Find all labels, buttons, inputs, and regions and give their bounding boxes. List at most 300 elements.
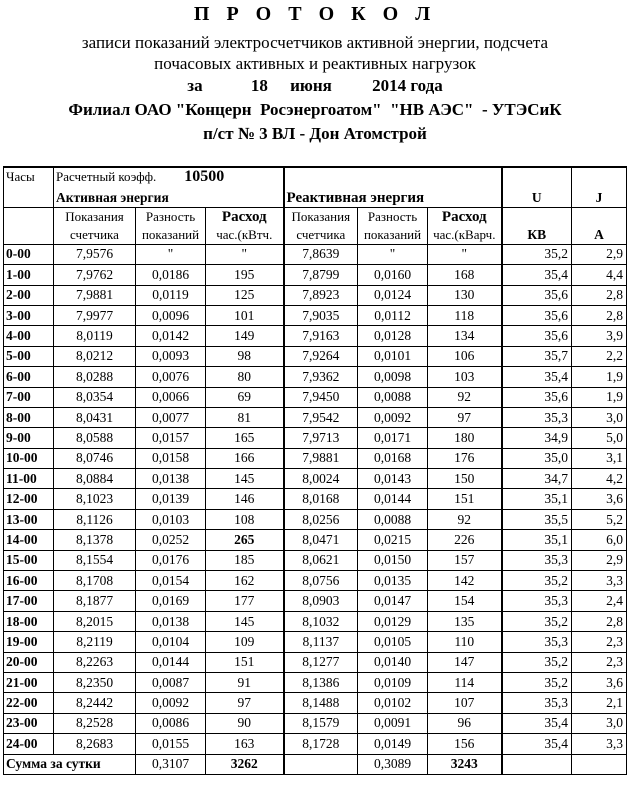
table-row <box>4 530 627 550</box>
active-rate-header-l1: Расход <box>221 208 267 225</box>
active-rate-cell: 98 <box>206 346 284 366</box>
voltage-cell: 34,9 <box>502 428 572 448</box>
current-cell: 3,0 <box>572 407 627 427</box>
reactive-rate-cell: " <box>428 244 502 264</box>
reactive-rate-cell: 154 <box>428 591 502 611</box>
reactive-diff-cell: 0,0140 <box>358 652 428 672</box>
active-reading-cell: 8,1126 <box>54 509 136 529</box>
active-rate-cell: 185 <box>206 550 284 570</box>
reactive-rate-cell: 180 <box>428 428 502 448</box>
current-cell: 2,3 <box>572 632 627 652</box>
table-row <box>4 509 627 529</box>
active-rate-cell: " <box>206 244 284 264</box>
active-rate-cell: 97 <box>206 693 284 713</box>
voltage-cell: 35,6 <box>502 326 572 346</box>
reactive-rate-cell: 97 <box>428 407 502 427</box>
active-reading-cell: 8,2015 <box>54 611 136 631</box>
voltage-cell: 35,2 <box>502 672 572 692</box>
voltage-cell: 35,7 <box>502 346 572 366</box>
reactive-rate-cell: 142 <box>428 571 502 591</box>
active-rate-cell: 166 <box>206 448 284 468</box>
active-rate-cell: 69 <box>206 387 284 407</box>
voltage-cell: 35,3 <box>502 407 572 427</box>
table-row <box>4 632 627 652</box>
hour-cell: 1-00 <box>4 265 54 285</box>
active-diff-cell: 0,0104 <box>136 632 206 652</box>
current-cell: 1,9 <box>572 387 627 407</box>
current-cell: 2,1 <box>572 693 627 713</box>
active-reading-cell: 8,2119 <box>54 632 136 652</box>
voltage-cell: 35,1 <box>502 489 572 509</box>
reactive-rate-cell: 134 <box>428 326 502 346</box>
readings-table <box>3 166 627 775</box>
date-prefix: за <box>187 76 203 95</box>
date-line <box>0 76 630 96</box>
hour-cell: 6-00 <box>4 367 54 387</box>
active-reading-cell: 8,2683 <box>54 734 136 754</box>
current-cell: 2,9 <box>572 550 627 570</box>
active-reading-cell: 8,2442 <box>54 693 136 713</box>
table-row <box>4 305 627 325</box>
reactive-reading-cell: 7,9450 <box>284 387 358 407</box>
table-row <box>4 571 627 591</box>
active-reading-cell: 8,0884 <box>54 469 136 489</box>
reactive-reading-cell: 7,8799 <box>284 265 358 285</box>
active-reading-cell: 8,0119 <box>54 326 136 346</box>
reactive-rate-cell: 157 <box>428 550 502 570</box>
current-cell: 2,3 <box>572 652 627 672</box>
subtitle-line-1: записи показаний электросчетчиков активной энергии, подсчета <box>81 33 549 52</box>
reactive-diff-cell: 0,0124 <box>358 285 428 305</box>
active-diff-cell: 0,0154 <box>136 571 206 591</box>
active-rate-header <box>206 207 284 244</box>
active-energy-header: Активная энергия <box>54 187 284 207</box>
active-diff-cell: 0,0157 <box>136 428 206 448</box>
reactive-rate-header-l2: час.(кВарч. <box>433 226 496 242</box>
voltage-cell: 35,2 <box>502 611 572 631</box>
reactive-diff-cell: 0,0109 <box>358 672 428 692</box>
reactive-diff-cell: 0,0128 <box>358 326 428 346</box>
reactive-diff-cell: 0,0147 <box>358 591 428 611</box>
table-row <box>4 489 627 509</box>
hour-cell: 5-00 <box>4 346 54 366</box>
reactive-reading-cell: 8,0621 <box>284 550 358 570</box>
reactive-diff-cell: 0,0092 <box>358 407 428 427</box>
hour-cell: 24-00 <box>4 734 54 754</box>
table-row <box>4 407 627 427</box>
reactive-diff-header <box>358 207 428 244</box>
hour-cell: 15-00 <box>4 550 54 570</box>
active-diff-cell: 0,0176 <box>136 550 206 570</box>
voltage-cell: 35,4 <box>502 713 572 733</box>
active-diff-cell: 0,0169 <box>136 591 206 611</box>
reactive-reading-cell: 8,1137 <box>284 632 358 652</box>
voltage-cell: 35,5 <box>502 509 572 529</box>
reactive-reading-cell: 8,0903 <box>284 591 358 611</box>
current-cell: 2,4 <box>572 591 627 611</box>
active-reading-cell: 8,1023 <box>54 489 136 509</box>
reactive-diff-cell: 0,0168 <box>358 448 428 468</box>
table-row <box>4 265 627 285</box>
active-rate-cell: 149 <box>206 326 284 346</box>
reactive-rate-cell: 130 <box>428 285 502 305</box>
active-rate-cell: 163 <box>206 734 284 754</box>
active-reading-header-l2: счетчика <box>70 226 119 242</box>
active-rate-cell: 80 <box>206 367 284 387</box>
reactive-diff-cell: 0,0135 <box>358 571 428 591</box>
active-reading-cell: 8,0354 <box>54 387 136 407</box>
reactive-rate-cell: 135 <box>428 611 502 631</box>
table-row <box>4 550 627 570</box>
reactive-energy-header-cell <box>284 167 502 207</box>
reactive-reading-cell: 8,1032 <box>284 611 358 631</box>
hours-header: Часы <box>4 167 54 207</box>
voltage-cell: 35,2 <box>502 652 572 672</box>
sum-active-rate: 3262 <box>206 754 284 774</box>
current-cell: 2,8 <box>572 611 627 631</box>
reactive-reading-cell: 8,0256 <box>284 509 358 529</box>
active-reading-cell: 8,0288 <box>54 367 136 387</box>
active-reading-cell: 8,2263 <box>54 652 136 672</box>
active-reading-cell: 7,9576 <box>54 244 136 264</box>
current-cell: 3,6 <box>572 672 627 692</box>
reactive-rate-cell: 168 <box>428 265 502 285</box>
reactive-rate-cell: 96 <box>428 713 502 733</box>
table-row <box>4 387 627 407</box>
reactive-reading-cell: 7,9362 <box>284 367 358 387</box>
reactive-rate-header <box>428 207 502 244</box>
reactive-rate-header-l1: Расход <box>441 208 487 225</box>
table-row <box>4 652 627 672</box>
reactive-rate-cell: 150 <box>428 469 502 489</box>
current-cell: 2,8 <box>572 305 627 325</box>
sum-current-empty <box>572 754 627 774</box>
hour-cell: 23-00 <box>4 713 54 733</box>
active-diff-cell: " <box>136 244 206 264</box>
reactive-rate-cell: 92 <box>428 509 502 529</box>
reactive-diff-cell: 0,0102 <box>358 693 428 713</box>
active-rate-cell: 145 <box>206 611 284 631</box>
current-cell: 6,0 <box>572 530 627 550</box>
readings-table-body <box>4 167 627 774</box>
hour-cell: 7-00 <box>4 387 54 407</box>
reactive-diff-cell: 0,0098 <box>358 367 428 387</box>
reactive-rate-cell: 156 <box>428 734 502 754</box>
active-diff-cell: 0,0138 <box>136 611 206 631</box>
reactive-diff-cell: 0,0143 <box>358 469 428 489</box>
reactive-diff-cell: 0,0171 <box>358 428 428 448</box>
coefficient-label: Расчетный коэфф. <box>56 169 157 184</box>
reactive-diff-cell: 0,0160 <box>358 265 428 285</box>
active-reading-cell: 8,0212 <box>54 346 136 366</box>
reactive-diff-cell: 0,0101 <box>358 346 428 366</box>
reactive-rate-cell: 114 <box>428 672 502 692</box>
current-cell: 5,0 <box>572 428 627 448</box>
hour-cell: 2-00 <box>4 285 54 305</box>
reactive-diff-cell: 0,0215 <box>358 530 428 550</box>
table-row <box>4 244 627 264</box>
active-reading-cell: 8,1378 <box>54 530 136 550</box>
voltage-cell: 35,3 <box>502 591 572 611</box>
active-rate-cell: 146 <box>206 489 284 509</box>
j-header: J <box>572 167 627 207</box>
active-rate-cell: 265 <box>206 530 284 550</box>
sum-reactive-reading-empty <box>284 754 358 774</box>
active-diff-cell: 0,0076 <box>136 367 206 387</box>
table-row <box>4 285 627 305</box>
active-diff-cell: 0,0138 <box>136 469 206 489</box>
current-cell: 4,2 <box>572 469 627 489</box>
hour-cell: 9-00 <box>4 428 54 448</box>
active-rate-cell: 91 <box>206 672 284 692</box>
active-rate-cell: 125 <box>206 285 284 305</box>
voltage-cell: 35,6 <box>502 305 572 325</box>
active-diff-cell: 0,0093 <box>136 346 206 366</box>
reactive-diff-header-l1: Разность <box>367 208 418 224</box>
hour-cell: 8-00 <box>4 407 54 427</box>
voltage-cell: 35,4 <box>502 367 572 387</box>
voltage-cell: 35,1 <box>502 530 572 550</box>
voltage-cell: 35,4 <box>502 734 572 754</box>
active-reading-cell: 8,2528 <box>54 713 136 733</box>
table-header-row-1 <box>4 167 627 187</box>
voltage-cell: 35,3 <box>502 632 572 652</box>
reactive-diff-cell: 0,0088 <box>358 509 428 529</box>
active-diff-cell: 0,0139 <box>136 489 206 509</box>
current-cell: 3,9 <box>572 326 627 346</box>
active-rate-cell: 151 <box>206 652 284 672</box>
reactive-reading-cell: 8,1277 <box>284 652 358 672</box>
reactive-reading-cell: 8,0471 <box>284 530 358 550</box>
reactive-diff-cell: 0,0150 <box>358 550 428 570</box>
hour-cell: 12-00 <box>4 489 54 509</box>
hour-cell: 21-00 <box>4 672 54 692</box>
active-diff-header-l1: Разность <box>145 208 196 224</box>
sum-reactive-diff: 0,3089 <box>358 754 428 774</box>
active-diff-cell: 0,0092 <box>136 693 206 713</box>
reactive-rate-cell: 176 <box>428 448 502 468</box>
active-diff-cell: 0,0158 <box>136 448 206 468</box>
table-row <box>4 367 627 387</box>
table-row <box>4 611 627 631</box>
current-cell: 5,2 <box>572 509 627 529</box>
active-rate-cell: 162 <box>206 571 284 591</box>
active-reading-cell: 8,0588 <box>54 428 136 448</box>
reactive-reading-cell: 7,9264 <box>284 346 358 366</box>
reactive-diff-cell: " <box>358 244 428 264</box>
table-row <box>4 469 627 489</box>
current-cell: 1,9 <box>572 367 627 387</box>
active-rate-cell: 101 <box>206 305 284 325</box>
active-rate-cell: 108 <box>206 509 284 529</box>
reactive-diff-cell: 0,0144 <box>358 489 428 509</box>
active-reading-cell: 7,9762 <box>54 265 136 285</box>
current-cell: 2,9 <box>572 244 627 264</box>
reactive-reading-cell: 7,9163 <box>284 326 358 346</box>
hour-cell: 14-00 <box>4 530 54 550</box>
active-diff-cell: 0,0144 <box>136 652 206 672</box>
voltage-cell: 35,2 <box>502 244 572 264</box>
voltage-cell: 35,6 <box>502 285 572 305</box>
current-cell: 2,2 <box>572 346 627 366</box>
date-year: 2014 года <box>372 76 443 95</box>
coefficient-value: 10500 <box>184 168 225 185</box>
hour-cell: 18-00 <box>4 611 54 631</box>
active-rate-cell: 81 <box>206 407 284 427</box>
reactive-energy-header: Реактивная энергия <box>286 189 425 206</box>
coefficient-cell <box>54 167 284 187</box>
reactive-diff-cell: 0,0112 <box>358 305 428 325</box>
active-diff-cell: 0,0103 <box>136 509 206 529</box>
reactive-reading-cell: 8,0756 <box>284 571 358 591</box>
reactive-rate-cell: 151 <box>428 489 502 509</box>
active-reading-cell: 8,1554 <box>54 550 136 570</box>
sum-reactive-rate: 3243 <box>428 754 502 774</box>
active-reading-cell: 7,9881 <box>54 285 136 305</box>
reactive-reading-cell: 7,8923 <box>284 285 358 305</box>
active-reading-cell: 8,1877 <box>54 591 136 611</box>
table-row <box>4 448 627 468</box>
hour-cell: 0-00 <box>4 244 54 264</box>
active-rate-cell: 165 <box>206 428 284 448</box>
active-rate-cell: 109 <box>206 632 284 652</box>
active-diff-cell: 0,0087 <box>136 672 206 692</box>
hour-cell: 17-00 <box>4 591 54 611</box>
table-row <box>4 428 627 448</box>
current-cell: 3,1 <box>572 448 627 468</box>
current-cell: 4,4 <box>572 265 627 285</box>
hour-cell: 20-00 <box>4 652 54 672</box>
reactive-reading-cell: 8,0024 <box>284 469 358 489</box>
table-row <box>4 693 627 713</box>
reactive-reading-cell: 8,1579 <box>284 713 358 733</box>
voltage-cell: 35,4 <box>502 265 572 285</box>
table-row <box>4 591 627 611</box>
voltage-cell: 35,0 <box>502 448 572 468</box>
reactive-rate-cell: 147 <box>428 652 502 672</box>
sum-voltage-empty <box>502 754 572 774</box>
reactive-reading-header-l1: Показания <box>291 208 351 224</box>
current-cell: 3,6 <box>572 489 627 509</box>
active-diff-cell: 0,0096 <box>136 305 206 325</box>
reactive-diff-cell: 0,0105 <box>358 632 428 652</box>
reactive-diff-cell: 0,0091 <box>358 713 428 733</box>
subtitle-line-2: почасовых активных и реактивных нагрузок <box>154 54 476 73</box>
voltage-cell: 35,3 <box>502 550 572 570</box>
active-diff-cell: 0,0086 <box>136 713 206 733</box>
reactive-diff-header-l2: показаний <box>363 226 422 242</box>
active-rate-cell: 195 <box>206 265 284 285</box>
substation-line: п/ст № 3 ВЛ - Дон Атомстрой <box>203 124 427 143</box>
table-header-row-3 <box>4 207 627 244</box>
reactive-reading-cell: 7,9881 <box>284 448 358 468</box>
reactive-diff-cell: 0,0088 <box>358 387 428 407</box>
active-reading-header <box>54 207 136 244</box>
voltage-cell: 34,7 <box>502 469 572 489</box>
u-header: U <box>502 167 572 207</box>
hour-cell: 11-00 <box>4 469 54 489</box>
table-row <box>4 734 627 754</box>
active-rate-cell: 177 <box>206 591 284 611</box>
current-cell: 3,3 <box>572 571 627 591</box>
reactive-reading-header-l2: счетчика <box>296 226 346 242</box>
branch-line: Филиал ОАО "Концерн Росэнергоатом" "НВ АЭС" - УТЭСиК <box>68 100 562 119</box>
reactive-reading-cell: 8,0168 <box>284 489 358 509</box>
reactive-rate-cell: 106 <box>428 346 502 366</box>
active-reading-cell: 7,9977 <box>54 305 136 325</box>
reactive-rate-cell: 103 <box>428 367 502 387</box>
active-diff-header <box>136 207 206 244</box>
reactive-rate-cell: 118 <box>428 305 502 325</box>
reactive-reading-header <box>284 207 358 244</box>
hour-cell: 4-00 <box>4 326 54 346</box>
reactive-diff-cell: 0,0149 <box>358 734 428 754</box>
document-title: П Р О Т О К О Л <box>193 3 437 25</box>
reactive-reading-cell: 7,9035 <box>284 305 358 325</box>
reactive-rate-cell: 110 <box>428 632 502 652</box>
reactive-reading-cell: 7,8639 <box>284 244 358 264</box>
reactive-reading-cell: 7,9542 <box>284 407 358 427</box>
active-rate-cell: 90 <box>206 713 284 733</box>
j-unit: А <box>572 207 627 244</box>
active-reading-cell: 8,0746 <box>54 448 136 468</box>
current-cell: 2,8 <box>572 285 627 305</box>
voltage-cell: 35,2 <box>502 571 572 591</box>
active-diff-cell: 0,0252 <box>136 530 206 550</box>
reactive-rate-cell: 226 <box>428 530 502 550</box>
date-month: июня <box>290 76 332 95</box>
active-diff-cell: 0,0066 <box>136 387 206 407</box>
active-diff-cell: 0,0077 <box>136 407 206 427</box>
active-rate-cell: 145 <box>206 469 284 489</box>
sum-active-diff: 0,3107 <box>136 754 206 774</box>
active-diff-cell: 0,0119 <box>136 285 206 305</box>
reactive-reading-cell: 7,9713 <box>284 428 358 448</box>
reactive-reading-cell: 8,1386 <box>284 672 358 692</box>
current-cell: 3,3 <box>572 734 627 754</box>
u-unit: КВ <box>502 207 572 244</box>
voltage-cell: 35,3 <box>502 693 572 713</box>
hour-cell: 13-00 <box>4 509 54 529</box>
active-reading-cell: 8,2350 <box>54 672 136 692</box>
active-diff-header-l2: показаний <box>141 226 200 242</box>
hour-cell: 19-00 <box>4 632 54 652</box>
reactive-rate-cell: 92 <box>428 387 502 407</box>
hour-cell: 3-00 <box>4 305 54 325</box>
active-diff-cell: 0,0142 <box>136 326 206 346</box>
active-rate-header-l2: час.(кВтч. <box>216 226 273 242</box>
active-reading-cell: 8,1708 <box>54 571 136 591</box>
table-row <box>4 346 627 366</box>
active-reading-cell: 8,0431 <box>54 407 136 427</box>
sum-row <box>4 754 627 774</box>
table-row <box>4 672 627 692</box>
active-diff-cell: 0,0186 <box>136 265 206 285</box>
hours-subheader-empty <box>4 207 54 244</box>
reactive-rate-cell: 107 <box>428 693 502 713</box>
date-day: 18 <box>250 76 268 95</box>
hour-cell: 22-00 <box>4 693 54 713</box>
sum-label: Сумма за сутки <box>4 754 136 774</box>
table-row <box>4 713 627 733</box>
reactive-diff-cell: 0,0129 <box>358 611 428 631</box>
table-row <box>4 326 627 346</box>
current-cell: 3,0 <box>572 713 627 733</box>
active-reading-header-l1: Показания <box>65 208 124 224</box>
hour-cell: 10-00 <box>4 448 54 468</box>
hour-cell: 16-00 <box>4 571 54 591</box>
voltage-cell: 35,6 <box>502 387 572 407</box>
